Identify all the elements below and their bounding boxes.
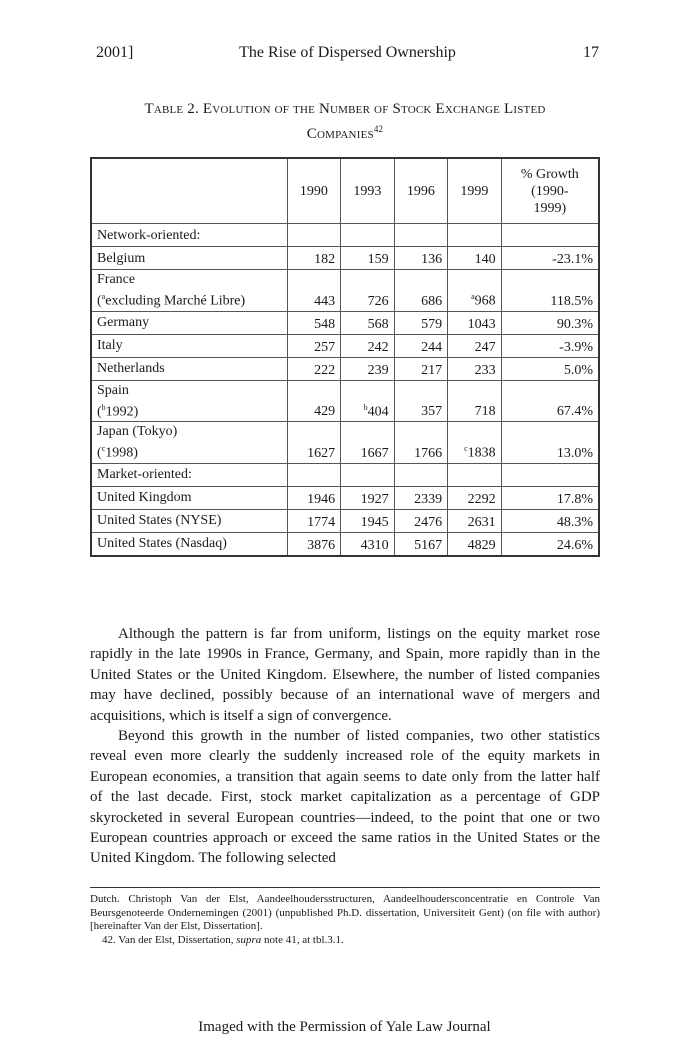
table-caption-line1: Table 2. Evolution of the Number of Stock Exchange Listed (144, 101, 546, 117)
running-head-year: 2001] (96, 44, 134, 61)
table-row (91, 422, 599, 464)
value-1999: 233 (448, 357, 502, 380)
value-1990: 1627 (287, 422, 341, 464)
section-cell (501, 224, 599, 247)
header-growth-line1: % Growth (520, 166, 579, 182)
footnote-continued: Dutch. Christoph Van der Elst, Aandeelhoudersstructuren, Aandeelhoudersconcentratie en Controle Van Beursgenoteerde Ondernemingen (2001) (unpublished Ph.D. dissertation, Universiteit Gent) (on file with author) [hereinafter Van der Elst, Dissertation]. (90, 893, 600, 932)
header-growth (501, 158, 599, 224)
running-head-title: The Rise of Dispersed Ownership (239, 44, 456, 61)
value-1999: 4829 (448, 532, 502, 556)
section-row-network (91, 224, 599, 247)
value-1996: 2339 (394, 486, 448, 509)
note-mark: c (101, 444, 106, 454)
table-header-row (91, 158, 599, 224)
value-mark: a (471, 292, 475, 301)
country-note (97, 440, 282, 462)
value-1993: 242 (341, 334, 395, 357)
value-1996: 136 (394, 247, 448, 270)
note-prefix: ( (97, 404, 102, 420)
value-text: 1838 (467, 445, 496, 461)
value-1996: 2476 (394, 509, 448, 532)
value-1993 (341, 380, 395, 422)
body-paragraph-2: Beyond this growth in the number of listed companies, two other statistics reveal even more clearly the suddenly increased role of the equity markets in European economies, a transition that again seems to date only from the latter half of the last decade. First, stock market capitalization as a percentage of GDP skyrocketed in several European countries—indeed, to the point that one or two European countries approach or exceed the same ratios in the United States or the United Kingdom. The following selected (90, 728, 600, 867)
value-1996: 1766 (394, 422, 448, 464)
value-1999: 2292 (448, 486, 502, 509)
value-1996: 5167 (394, 532, 448, 556)
value-growth: 67.4% (501, 380, 599, 422)
section-cell (287, 224, 341, 247)
table-row (91, 532, 599, 556)
table-caption-line2-text: Companies (306, 126, 374, 142)
value-text: 404 (367, 404, 389, 420)
header-blank (91, 158, 287, 224)
country-cell: Germany (91, 311, 287, 334)
value-growth: -23.1% (501, 247, 599, 270)
note-text: 1998) (105, 445, 138, 461)
value-growth: 5.0% (501, 357, 599, 380)
table-row (91, 334, 599, 357)
section-cell (448, 224, 502, 247)
country-cell: United States (NYSE) (91, 509, 287, 532)
value-growth: 17.8% (501, 486, 599, 509)
value-growth: 13.0% (501, 422, 599, 464)
value-1996: 244 (394, 334, 448, 357)
body-paragraph-1: Although the pattern is far from uniform, listings on the equity market rose rapidly in the late 1990s in France, Germany, and Spain, more rapidly than in the United States or the United Kingdom. Elsewhere, the number of listed companies may have declined, possibly because of an international wave of mergers and acquisitions, which is itself a sign of convergence. (90, 626, 600, 724)
value-1993: 726 (341, 270, 395, 312)
table-caption-footnote-ref: 42 (373, 124, 384, 134)
note-text: 1992) (105, 404, 139, 420)
running-head (96, 44, 599, 66)
value-1990: 443 (287, 270, 341, 312)
value-1993: 568 (341, 311, 395, 334)
note-prefix: ( (97, 293, 102, 309)
country-cell: Italy (91, 334, 287, 357)
value-growth: 48.3% (501, 509, 599, 532)
footnotes (90, 893, 600, 947)
value-1999: 2631 (448, 509, 502, 532)
table-caption-line2 (90, 119, 600, 144)
country-cell: Netherlands (91, 357, 287, 380)
value-1990: 182 (287, 247, 341, 270)
value-1993: 1945 (341, 509, 395, 532)
value-mark: b (363, 402, 368, 412)
section-label-market: Market-oriented: (91, 463, 287, 486)
value-1993: 1667 (341, 422, 395, 464)
value-1996: 217 (394, 357, 448, 380)
section-cell (448, 463, 502, 486)
note-mark: b (101, 402, 106, 412)
page-number: 17 (583, 44, 599, 61)
value-1999: 140 (448, 247, 502, 270)
section-label-network: Network-oriented: (91, 224, 287, 247)
country-cell: United States (Nasdaq) (91, 532, 287, 556)
footnote-42-text-start: 42. Van der Elst, Dissertation, (102, 933, 237, 946)
country-cell (91, 270, 287, 312)
value-1999 (448, 270, 502, 312)
value-1990: 222 (287, 357, 341, 380)
table-row (91, 357, 599, 380)
table-row (91, 247, 599, 270)
value-growth: 90.3% (501, 311, 599, 334)
note-mark: a (101, 292, 106, 301)
section-cell (394, 463, 448, 486)
country-name: Japan (Tokyo) (97, 424, 178, 440)
footnote-42-text-end: note 41, at tbl.3.1. (261, 933, 344, 946)
table-row (91, 270, 599, 312)
value-1993: 159 (341, 247, 395, 270)
section-cell (341, 463, 395, 486)
value-1999: 718 (448, 380, 502, 422)
note-prefix: ( (97, 445, 102, 461)
value-1999: 1043 (448, 311, 502, 334)
value-1996: 579 (394, 311, 448, 334)
country-cell (91, 380, 287, 422)
permission-notice: Imaged with the Permission of Yale Law Journal (198, 1019, 491, 1035)
value-1999: 247 (448, 334, 502, 357)
header-1996: 1996 (394, 158, 448, 224)
table-caption (90, 99, 600, 144)
header-growth-line3: 1999) (533, 200, 567, 216)
section-cell (287, 463, 341, 486)
value-1996: 357 (394, 380, 448, 422)
value-1990: 429 (287, 380, 341, 422)
listed-companies-table (90, 157, 600, 557)
country-name: Spain (97, 382, 129, 398)
value-mark: c (464, 444, 468, 454)
value-text: 968 (474, 293, 496, 309)
section-row-market (91, 463, 599, 486)
table-row (91, 486, 599, 509)
table-row (91, 509, 599, 532)
header-1999: 1999 (448, 158, 502, 224)
header-1993: 1993 (341, 158, 395, 224)
value-1990: 548 (287, 311, 341, 334)
value-growth: 118.5% (501, 270, 599, 312)
footnote-42-supra: supra (236, 933, 262, 946)
value-1993: 239 (341, 357, 395, 380)
value-1993: 1927 (341, 486, 395, 509)
note-text: excluding Marché Libre) (105, 293, 246, 309)
footnote-divider (90, 887, 600, 888)
country-cell (91, 422, 287, 464)
country-note (97, 399, 282, 421)
section-cell (341, 224, 395, 247)
country-cell: United Kingdom (91, 486, 287, 509)
country-name: France (97, 272, 136, 287)
body-text (90, 624, 600, 869)
section-cell (394, 224, 448, 247)
section-cell (501, 463, 599, 486)
table-row (91, 380, 599, 422)
value-1990: 257 (287, 334, 341, 357)
header-growth-line2: (1990- (531, 183, 569, 199)
footnote-42 (90, 934, 600, 948)
country-cell: Belgium (91, 247, 287, 270)
value-growth: 24.6% (501, 532, 599, 556)
value-growth: -3.9% (501, 334, 599, 357)
value-1996: 686 (394, 270, 448, 312)
value-1999 (448, 422, 502, 464)
value-1990: 1946 (287, 486, 341, 509)
table-row (91, 311, 599, 334)
header-1990: 1990 (287, 158, 341, 224)
value-1990: 1774 (287, 509, 341, 532)
country-note (97, 288, 282, 310)
value-1990: 3876 (287, 532, 341, 556)
value-1993: 4310 (341, 532, 395, 556)
